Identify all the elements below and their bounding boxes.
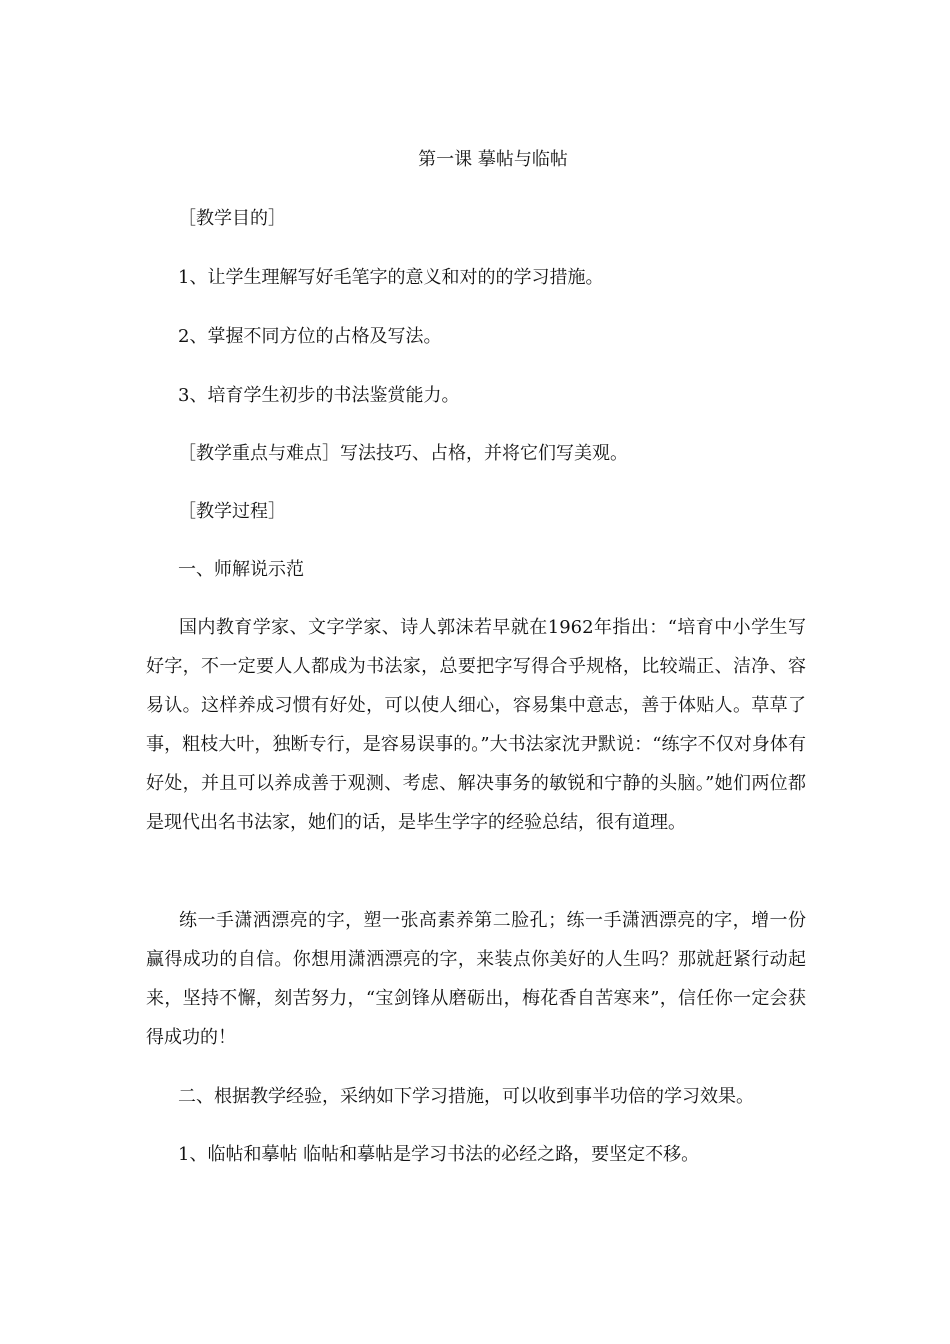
objective-heading: ［教学目的］ xyxy=(178,208,286,229)
process-heading: ［教学过程］ xyxy=(178,501,286,522)
item-one-line: 1、临帖和摹帖 临帖和摹帖是学习书法的必经之路，要坚定不移。 xyxy=(178,1144,700,1165)
key-points-line: ［教学重点与难点］写法技巧、占格，并将它们写美观。 xyxy=(178,443,628,464)
section-one-heading: 一、师解说示范 xyxy=(178,559,304,580)
objective-item-1: 1、让学生理解写好毛笔字的意义和对的的学习措施。 xyxy=(178,267,604,288)
section-two-heading: 二、根据教学经验，采纳如下学习措施，可以收到事半功倍的学习效果。 xyxy=(178,1086,754,1107)
paragraph-two: 练一手潇洒漂亮的字，塑一张高素养第二脸孔；练一手潇洒漂亮的字，增一份赢得成功的自信。你想用潇洒漂亮的字，来装点你美好的人生吗？那就赶紧行动起来，坚持不懈，刻苦努力，“宝剑锋从磨砺出，梅花香自苦寒来”，信任你一定会获得成功的！ xyxy=(146,910,806,1048)
document-title: 第一课 摹帖与临帖 xyxy=(418,149,568,170)
objective-item-2: 2、掌握不同方位的占格及写法。 xyxy=(178,326,442,347)
paragraph-one: 国内教育学家、文字学家、诗人郭沫若早就在1962年指出：“培育中小学生写好字，不一定要人人都成为书法家，总要把字写得合乎规格，比较端正、洁净、容易认。这样养成习惯有好处，可以使人细心，容易集中意志，善于体贴人。草草了事，粗枝大叶，独断专行，是容易误事的。”大书法家沈尹默说：“练字不仅对身体有好处，并且可以养成善于观测、考虑、解决事务的敏锐和宁静的头脑。”她们两位都是现代出名书法家，她们的话，是毕生学字的经验总结，很有道理。 xyxy=(146,617,806,833)
objective-item-3: 3、培育学生初步的书法鉴赏能力。 xyxy=(178,385,460,406)
